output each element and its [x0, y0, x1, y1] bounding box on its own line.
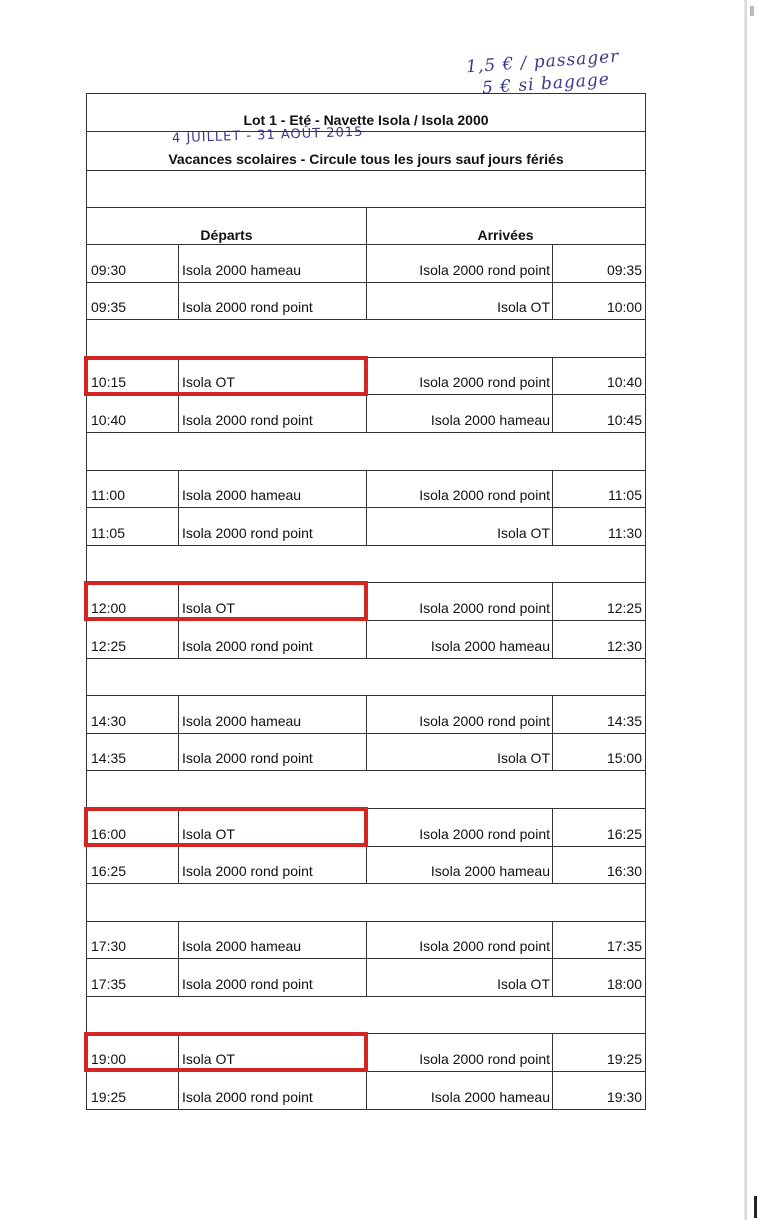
table-row	[87, 283, 645, 321]
departure-stop: Isola 2000 rond point	[182, 411, 313, 428]
departure-time: 17:30	[91, 938, 127, 955]
departure-stop: Isola 2000 rond point	[182, 524, 313, 541]
column-divider	[552, 959, 553, 996]
separator-row	[87, 546, 645, 584]
arrival-time: 11:30	[608, 524, 642, 541]
price-note-baggage: 5 € si bagage	[481, 69, 611, 99]
departure-time: 16:25	[91, 863, 127, 880]
separator-row	[87, 997, 645, 1035]
column-divider	[366, 959, 367, 996]
departure-stop: Isola 2000 rond point	[182, 299, 313, 316]
table-row	[87, 696, 645, 734]
timetable-subtitle: Vacances scolaires - Circule tous les jours sauf jours fériés	[168, 151, 564, 167]
column-divider	[178, 283, 179, 320]
departure-stop: Isola 2000 rond point	[182, 750, 313, 767]
arrival-time: 10:40	[606, 374, 642, 391]
column-divider	[178, 847, 179, 884]
departure-stop: Isola 2000 rond point	[182, 1088, 313, 1105]
scan-mark	[754, 1196, 757, 1218]
timetable-title: Lot 1 - Eté - Navette Isola / Isola 2000	[243, 112, 489, 128]
arrival-time: 14:35	[606, 712, 642, 729]
timetable-subtitle-row	[87, 132, 645, 171]
arrival-stop: Isola OT	[497, 750, 550, 767]
departure-stop: Isola 2000 rond point	[182, 975, 313, 992]
arrival-time: 18:00	[606, 975, 642, 992]
departure-time: 09:30	[91, 261, 127, 278]
departure-time: 17:35	[91, 975, 127, 992]
price-note-passenger: 1,5 € / passager	[465, 46, 620, 78]
column-divider	[552, 583, 553, 620]
arrival-time: 16:25	[606, 825, 642, 842]
column-divider	[178, 1072, 179, 1109]
column-divider	[366, 696, 367, 733]
departure-time: 12:00	[91, 599, 127, 616]
arrival-time: 19:25	[606, 1051, 642, 1068]
table-row	[87, 1072, 645, 1110]
arrivals-header: Arrivées	[477, 227, 534, 243]
arrival-stop: Isola 2000 rond point	[419, 374, 550, 391]
column-divider	[552, 358, 553, 395]
table-row	[87, 922, 645, 960]
arrival-time: 10:00	[606, 299, 642, 316]
separator-row	[87, 884, 645, 922]
column-divider	[178, 471, 179, 508]
departure-stop: Isola 2000 rond point	[182, 863, 313, 880]
table-row	[87, 621, 645, 659]
column-divider	[366, 1072, 367, 1109]
column-divider	[178, 922, 179, 959]
arrival-time: 15:00	[606, 750, 642, 767]
departures-header: Départs	[200, 227, 253, 243]
departure-time: 11:05	[91, 524, 125, 541]
departure-time: 10:15	[91, 374, 127, 391]
departure-time: 14:35	[91, 750, 127, 767]
arrival-stop: Isola 2000 hameau	[430, 411, 550, 428]
column-divider	[366, 283, 367, 320]
column-divider	[552, 1034, 553, 1071]
column-divider	[178, 245, 179, 282]
column-header-row	[87, 208, 645, 245]
column-divider	[552, 283, 553, 320]
arrival-time: 11:05	[608, 487, 642, 504]
departure-stop: Isola OT	[182, 825, 235, 842]
column-divider	[178, 621, 179, 658]
table-row	[87, 847, 645, 885]
arrival-stop: Isola 2000 rond point	[419, 712, 550, 729]
table-row	[87, 508, 645, 546]
highlight-box	[84, 807, 368, 847]
column-divider	[366, 471, 367, 508]
departure-time: 10:40	[91, 411, 127, 428]
table-row	[87, 245, 645, 283]
column-divider	[366, 922, 367, 959]
departure-stop: Isola 2000 hameau	[182, 261, 302, 278]
arrival-time: 12:30	[606, 637, 642, 654]
column-divider	[552, 734, 553, 771]
highlight-box	[84, 1032, 368, 1072]
arrival-stop: Isola 2000 rond point	[419, 938, 550, 955]
departure-stop: Isola OT	[182, 599, 235, 616]
arrival-time: 10:45	[606, 411, 642, 428]
validity-dates-note: 4 JUILLET - 31 AOÛT 2015	[171, 124, 364, 147]
departure-time: 09:35	[91, 299, 127, 316]
departure-stop: Isola OT	[182, 1051, 235, 1068]
departure-stop: Isola 2000 hameau	[182, 938, 302, 955]
arrival-stop: Isola OT	[497, 524, 550, 541]
column-divider	[366, 621, 367, 658]
timetable-title-row	[87, 94, 645, 132]
separator-row	[87, 771, 645, 809]
separator-row	[87, 659, 645, 697]
column-divider	[178, 696, 179, 733]
column-divider	[366, 245, 367, 282]
page-edge	[744, 0, 747, 1220]
column-divider	[178, 959, 179, 996]
departure-time: 19:00	[91, 1051, 127, 1068]
arrival-stop: Isola 2000 hameau	[430, 1088, 550, 1105]
arrival-stop: Isola 2000 rond point	[419, 487, 550, 504]
arrival-stop: Isola 2000 hameau	[430, 863, 550, 880]
table-row	[87, 734, 645, 772]
highlight-box	[84, 581, 368, 621]
column-divider	[552, 922, 553, 959]
arrival-time: 16:30	[606, 863, 642, 880]
separator-row	[87, 433, 645, 471]
column-divider	[552, 809, 553, 846]
arrival-stop: Isola 2000 rond point	[419, 825, 550, 842]
arrival-time: 09:35	[606, 261, 642, 278]
column-divider	[178, 508, 179, 545]
table-row	[87, 395, 645, 433]
column-divider	[552, 1072, 553, 1109]
arrival-time: 17:35	[606, 938, 642, 955]
table-row	[87, 471, 645, 509]
highlight-box	[84, 356, 368, 396]
departure-stop: Isola 2000 hameau	[182, 487, 302, 504]
column-divider	[366, 508, 367, 545]
departure-time: 12:25	[91, 637, 127, 654]
column-divider	[366, 734, 367, 771]
column-divider	[552, 696, 553, 733]
departure-time: 16:00	[91, 825, 127, 842]
departure-time: 14:30	[91, 712, 127, 729]
corner-mark	[750, 6, 754, 16]
arrival-stop: Isola 2000 hameau	[430, 637, 550, 654]
arrival-time: 12:25	[606, 599, 642, 616]
column-divider	[366, 847, 367, 884]
column-divider	[552, 395, 553, 432]
arrival-stop: Isola OT	[497, 975, 550, 992]
column-divider	[552, 621, 553, 658]
column-divider	[178, 734, 179, 771]
departure-stop: Isola 2000 hameau	[182, 712, 302, 729]
arrival-stop: Isola OT	[497, 299, 550, 316]
departure-time: 11:00	[91, 487, 125, 504]
departure-stop: Isola 2000 rond point	[182, 637, 313, 654]
table-row	[87, 959, 645, 997]
arrival-time: 19:30	[606, 1088, 642, 1105]
arrival-stop: Isola 2000 rond point	[419, 599, 550, 616]
arrival-stop: Isola 2000 rond point	[419, 261, 550, 278]
separator-row	[87, 320, 645, 358]
column-divider	[552, 245, 553, 282]
departure-stop: Isola OT	[182, 374, 235, 391]
arrival-stop: Isola 2000 rond point	[419, 1051, 550, 1068]
column-divider	[552, 847, 553, 884]
column-divider	[552, 471, 553, 508]
column-divider	[366, 395, 367, 432]
column-divider	[552, 508, 553, 545]
departure-time: 19:25	[91, 1088, 127, 1105]
blank-row	[87, 171, 645, 208]
column-divider	[178, 395, 179, 432]
